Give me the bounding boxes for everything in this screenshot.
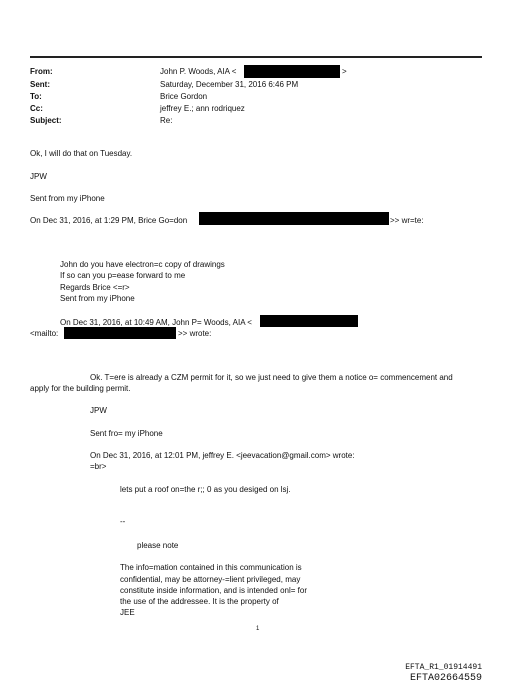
sent-label: Sent: — [30, 80, 50, 89]
quote-header: On Dec 31, 2016, at 10:49 AM, John P= Woods, AIA < — [60, 318, 252, 327]
quoted-line: Regards Brice <=r> — [60, 283, 130, 292]
quote-header: On Dec 31, 2016, at 12:01 PM, jeffrey E. <jeevacation@gmail.com> wrote: — [90, 451, 355, 460]
disclaimer-line: constitute inside information, and is intended onl= for — [120, 586, 308, 595]
quoted-line: John do you have electron=c copy of drawings — [60, 260, 225, 269]
body-line: Ok, I will do that on Tuesday. — [30, 149, 133, 158]
disclaimer-line: confidential, may be attorney-=lient privileged, may — [120, 575, 301, 584]
dashes: -- — [120, 517, 126, 526]
from-label: From: — [30, 67, 53, 76]
mailto-suffix: >> wrote: — [178, 329, 212, 338]
redaction-box — [260, 315, 358, 327]
disclaimer-line: JEE — [120, 608, 135, 617]
quote-header: =br> — [90, 462, 107, 471]
redaction-box — [199, 212, 389, 225]
quoted-line: lets put a roof on=the r;; 0 as you desiged on lsj. — [120, 485, 291, 494]
quote-header-suffix: >> wr=te: — [390, 216, 424, 225]
to-label: To: — [30, 92, 42, 101]
from-close: > — [342, 67, 347, 76]
subject-label: Subject: — [30, 116, 62, 125]
disclaimer-line: the use of the addressee. It is the property of — [120, 597, 279, 606]
footer-id: EFTA02664559 — [409, 673, 482, 684]
page-number: 1 — [256, 626, 260, 632]
sent-from: Sent fro= my iPhone — [90, 429, 163, 438]
quoted-line: apply for the building permit. — [30, 384, 131, 393]
disclaimer-line: The info=mation contained in this communication is — [120, 563, 302, 572]
quoted-line: please note — [137, 541, 179, 550]
sent-value: Saturday, December 31, 2016 6:46 PM — [160, 80, 299, 89]
cc-label: Cc: — [30, 104, 43, 113]
quote-header: On Dec 31, 2016, at 1:29 PM, Brice Go=don — [30, 216, 188, 225]
mailto-prefix: <mailto: — [30, 329, 59, 338]
redaction-box — [64, 327, 176, 339]
header-rule — [30, 56, 482, 58]
to-value: Brice Gordon — [160, 92, 208, 101]
footer-id-small: EFTA_R1_01914491 — [405, 663, 482, 672]
sent-from: Sent from my iPhone — [30, 194, 105, 203]
quoted-line: Ok. T=ere is already a CZM permit for it, so we just need to give them a notice o= commencement and — [90, 373, 453, 382]
quoted-line: Sent from my iPhone — [60, 294, 135, 303]
redaction-box — [244, 65, 340, 78]
signature: JPW — [30, 172, 47, 181]
from-value: John P. Woods, AIA < — [160, 67, 237, 76]
subject-value: Re: — [160, 116, 173, 125]
signature: JPW — [90, 406, 107, 415]
cc-value: jeffrey E.; ann rodriquez — [160, 104, 245, 113]
quoted-line: If so can you p=ease forward to me — [60, 271, 186, 280]
